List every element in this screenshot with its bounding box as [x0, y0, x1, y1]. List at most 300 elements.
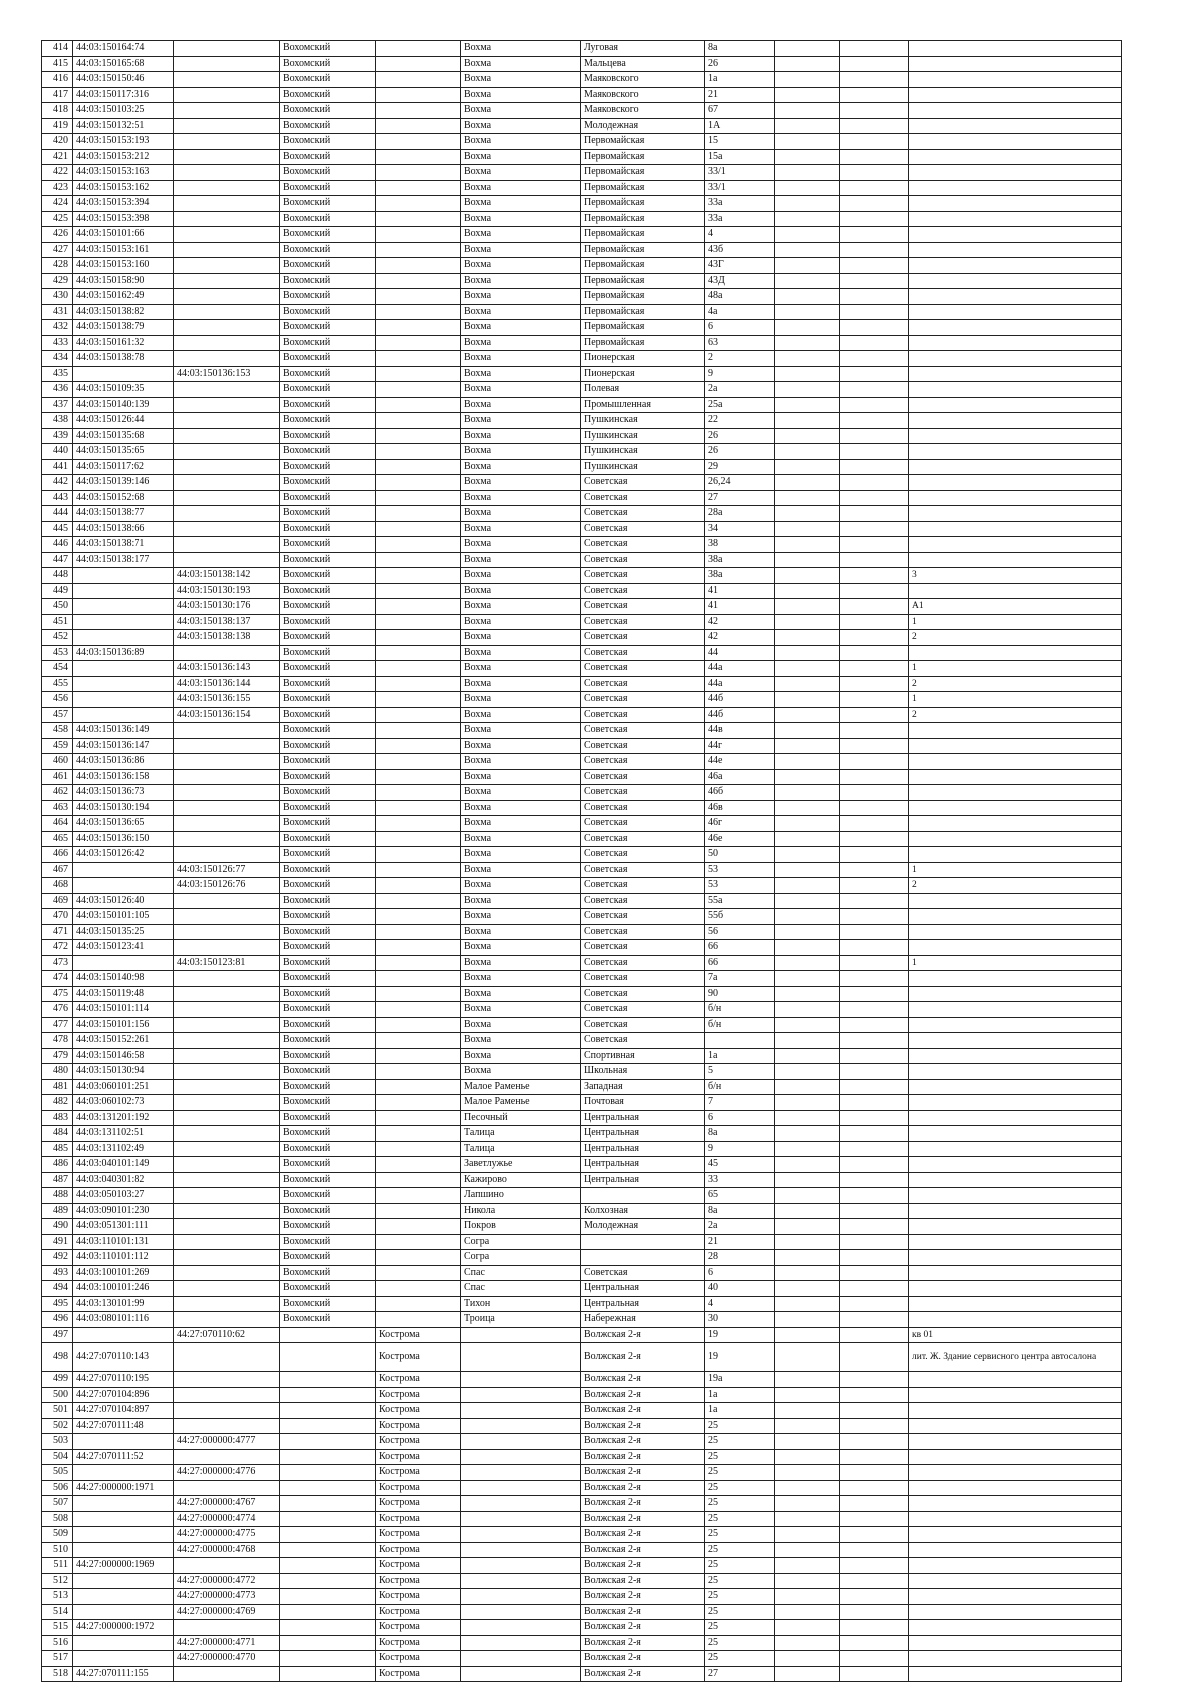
cell-house-number: б/н — [705, 1079, 775, 1095]
cell-building — [775, 1573, 840, 1589]
cell-house-number: 30 — [705, 1312, 775, 1328]
cell-row-number: 446 — [42, 537, 73, 553]
cell-house-number: 6 — [705, 1265, 775, 1281]
cell-structure — [840, 1372, 909, 1388]
cell-city — [376, 661, 461, 677]
cell-row-number: 470 — [42, 909, 73, 925]
cell-cadastral-number-premises — [174, 738, 280, 754]
cell-district: Вохомский — [280, 924, 376, 940]
cell-building — [775, 1527, 840, 1543]
cell-cadastral-number-building: 44:03:150140:139 — [73, 397, 174, 413]
cell-structure — [840, 738, 909, 754]
cell-house-number: 33а — [705, 211, 775, 227]
table-row — [42, 428, 1122, 444]
cell-building — [775, 459, 840, 475]
cell-apartment-note — [909, 1635, 1122, 1651]
cell-row-number: 416 — [42, 72, 73, 88]
cell-district: Вохомский — [280, 134, 376, 150]
cell-house-number: 15 — [705, 134, 775, 150]
cell-cadastral-number-premises — [174, 87, 280, 103]
cell-district: Вохомский — [280, 1110, 376, 1126]
cell-street: Пушкинская — [581, 413, 705, 429]
cell-row-number: 473 — [42, 955, 73, 971]
cell-house-number: 28 — [705, 1250, 775, 1266]
table-row — [42, 134, 1122, 150]
cell-settlement: Согра — [461, 1234, 581, 1250]
cell-apartment-note — [909, 800, 1122, 816]
cell-cadastral-number-premises — [174, 56, 280, 72]
cell-cadastral-number-premises — [174, 118, 280, 134]
cell-settlement: Вохма — [461, 506, 581, 522]
cell-street: Центральная — [581, 1296, 705, 1312]
cell-district — [280, 1635, 376, 1651]
cell-settlement: Вохма — [461, 1017, 581, 1033]
cell-settlement: Вохма — [461, 1048, 581, 1064]
cell-apartment-note — [909, 971, 1122, 987]
cell-settlement: Вохма — [461, 583, 581, 599]
cell-apartment-note — [909, 1110, 1122, 1126]
cell-settlement — [461, 1465, 581, 1481]
cell-structure — [840, 1219, 909, 1235]
cell-city — [376, 1203, 461, 1219]
cell-row-number: 516 — [42, 1635, 73, 1651]
cell-city — [376, 366, 461, 382]
cell-city: Кострома — [376, 1496, 461, 1512]
cell-building — [775, 1126, 840, 1142]
cell-house-number: 27 — [705, 490, 775, 506]
cell-structure — [840, 1188, 909, 1204]
cell-apartment-note — [909, 335, 1122, 351]
cell-apartment-note — [909, 1017, 1122, 1033]
cell-cadastral-number-premises — [174, 537, 280, 553]
cell-cadastral-number-building: 44:03:150161:32 — [73, 335, 174, 351]
cell-settlement — [461, 1527, 581, 1543]
table-row — [42, 568, 1122, 584]
cell-structure — [840, 878, 909, 894]
cell-settlement: Вохма — [461, 258, 581, 274]
cell-structure — [840, 1418, 909, 1434]
cell-apartment-note — [909, 1312, 1122, 1328]
cell-cadastral-number-building — [73, 599, 174, 615]
cell-building — [775, 1387, 840, 1403]
cell-building — [775, 599, 840, 615]
cell-cadastral-number-building: 44:03:131102:51 — [73, 1126, 174, 1142]
cell-cadastral-number-building: 44:03:100101:246 — [73, 1281, 174, 1297]
table-row — [42, 41, 1122, 57]
cell-district — [280, 1449, 376, 1465]
cell-settlement — [461, 1604, 581, 1620]
cell-apartment-note: лит. Ж. Здание сервисного центра автосалона — [909, 1343, 1122, 1372]
cell-cadastral-number-building: 44:03:150135:65 — [73, 444, 174, 460]
cell-structure — [840, 816, 909, 832]
cell-house-number: 66 — [705, 940, 775, 956]
cell-street: Советская — [581, 1017, 705, 1033]
cell-building — [775, 1002, 840, 1018]
cell-city — [376, 335, 461, 351]
cell-city — [376, 1172, 461, 1188]
cell-apartment-note — [909, 211, 1122, 227]
cell-structure — [840, 258, 909, 274]
cell-structure — [840, 1095, 909, 1111]
cell-building — [775, 986, 840, 1002]
cell-apartment-note: 2 — [909, 630, 1122, 646]
cell-cadastral-number-premises — [174, 1666, 280, 1682]
cell-city — [376, 289, 461, 305]
cell-cadastral-number-building: 44:03:110101:112 — [73, 1250, 174, 1266]
cell-city: Кострома — [376, 1635, 461, 1651]
cell-cadastral-number-premises: 44:27:000000:4771 — [174, 1635, 280, 1651]
cell-district: Вохомский — [280, 521, 376, 537]
cell-street: Набережная — [581, 1312, 705, 1328]
cell-city — [376, 847, 461, 863]
cell-cadastral-number-building: 44:03:150117:62 — [73, 459, 174, 475]
table-row — [42, 692, 1122, 708]
cell-district: Вохомский — [280, 1188, 376, 1204]
cell-cadastral-number-building — [73, 1527, 174, 1543]
cell-house-number: 4 — [705, 227, 775, 243]
cell-house-number: 53 — [705, 878, 775, 894]
cell-building — [775, 1281, 840, 1297]
table-row — [42, 831, 1122, 847]
cell-house-number: 40 — [705, 1281, 775, 1297]
cell-building — [775, 847, 840, 863]
cell-district: Вохомский — [280, 351, 376, 367]
cell-district — [280, 1403, 376, 1419]
cell-city — [376, 444, 461, 460]
cell-street: Советская — [581, 1002, 705, 1018]
cell-cadastral-number-building: 44:03:150138:66 — [73, 521, 174, 537]
cell-settlement — [461, 1589, 581, 1605]
cell-city — [376, 1048, 461, 1064]
cell-structure — [840, 568, 909, 584]
cell-cadastral-number-building: 44:03:051301:111 — [73, 1219, 174, 1235]
cell-district: Вохомский — [280, 1095, 376, 1111]
cell-building — [775, 676, 840, 692]
cell-row-number: 420 — [42, 134, 73, 150]
cell-district: Вохомский — [280, 258, 376, 274]
cell-building — [775, 1620, 840, 1636]
cell-cadastral-number-building — [73, 1434, 174, 1450]
cell-cadastral-number-premises: 44:27:000000:4772 — [174, 1573, 280, 1589]
cell-street: Почтовая — [581, 1095, 705, 1111]
cell-house-number: 28а — [705, 506, 775, 522]
cell-street: Волжская 2-я — [581, 1434, 705, 1450]
cell-building — [775, 1511, 840, 1527]
cell-structure — [840, 490, 909, 506]
cell-cadastral-number-premises — [174, 893, 280, 909]
cell-apartment-note — [909, 475, 1122, 491]
table-row — [42, 289, 1122, 305]
cell-house-number: 44е — [705, 754, 775, 770]
cell-cadastral-number-building: 44:03:150101:66 — [73, 227, 174, 243]
table-row — [42, 211, 1122, 227]
cell-settlement: Вохма — [461, 72, 581, 88]
cell-district: Вохомский — [280, 1172, 376, 1188]
cell-house-number: 33/1 — [705, 165, 775, 181]
cell-cadastral-number-building — [73, 1573, 174, 1589]
cell-house-number: 43Д — [705, 273, 775, 289]
cell-building — [775, 1327, 840, 1343]
cell-street: Советская — [581, 723, 705, 739]
cell-apartment-note — [909, 459, 1122, 475]
cell-apartment-note — [909, 1372, 1122, 1388]
cell-row-number: 464 — [42, 816, 73, 832]
document-page — [41, 40, 1121, 1682]
cell-building — [775, 165, 840, 181]
cell-settlement: Малое Раменье — [461, 1095, 581, 1111]
cell-structure — [840, 1573, 909, 1589]
cell-city — [376, 1064, 461, 1080]
cell-row-number: 432 — [42, 320, 73, 336]
cell-cadastral-number-premises: 44:27:000000:4774 — [174, 1511, 280, 1527]
table-row — [42, 878, 1122, 894]
cell-street: Волжская 2-я — [581, 1620, 705, 1636]
cell-house-number: 25 — [705, 1434, 775, 1450]
cell-cadastral-number-building: 44:03:150138:82 — [73, 304, 174, 320]
cell-street: Волжская 2-я — [581, 1480, 705, 1496]
cell-row-number: 507 — [42, 1496, 73, 1512]
cell-structure — [840, 382, 909, 398]
cell-cadastral-number-premises — [174, 924, 280, 940]
cell-settlement: Вохма — [461, 568, 581, 584]
cell-cadastral-number-building: 44:03:150165:68 — [73, 56, 174, 72]
cell-street: Волжская 2-я — [581, 1666, 705, 1682]
cell-cadastral-number-premises — [174, 769, 280, 785]
cell-structure — [840, 599, 909, 615]
cell-structure — [840, 180, 909, 196]
cell-cadastral-number-premises — [174, 273, 280, 289]
table-row — [42, 723, 1122, 739]
cell-district — [280, 1666, 376, 1682]
cell-house-number: 38 — [705, 537, 775, 553]
cell-house-number: 53 — [705, 862, 775, 878]
cell-settlement — [461, 1434, 581, 1450]
cell-row-number: 477 — [42, 1017, 73, 1033]
cell-settlement: Вохма — [461, 661, 581, 677]
cell-apartment-note — [909, 1666, 1122, 1682]
cell-cadastral-number-premises: 44:03:150136:153 — [174, 366, 280, 382]
cell-apartment-note — [909, 1403, 1122, 1419]
cell-house-number: 25 — [705, 1449, 775, 1465]
cell-street: Советская — [581, 707, 705, 723]
cell-cadastral-number-premises — [174, 1017, 280, 1033]
cell-cadastral-number-building — [73, 1465, 174, 1481]
cell-settlement: Вохма — [461, 180, 581, 196]
table-row — [42, 1157, 1122, 1173]
cell-apartment-note — [909, 1418, 1122, 1434]
cell-settlement: Вохма — [461, 475, 581, 491]
table-row — [42, 1465, 1122, 1481]
cell-city: Кострома — [376, 1465, 461, 1481]
cell-city: Кострома — [376, 1527, 461, 1543]
cell-cadastral-number-building: 44:03:150153:398 — [73, 211, 174, 227]
cell-district: Вохомский — [280, 1002, 376, 1018]
cell-cadastral-number-premises — [174, 1002, 280, 1018]
table-row — [42, 1002, 1122, 1018]
cell-structure — [840, 1126, 909, 1142]
cell-building — [775, 1296, 840, 1312]
cell-apartment-note — [909, 506, 1122, 522]
cell-settlement: Вохма — [461, 1002, 581, 1018]
cell-house-number: 25 — [705, 1527, 775, 1543]
cell-building — [775, 1157, 840, 1173]
cell-house-number: б/н — [705, 1017, 775, 1033]
table-row — [42, 1203, 1122, 1219]
cell-building — [775, 645, 840, 661]
cell-row-number: 498 — [42, 1343, 73, 1372]
cell-street: Центральная — [581, 1157, 705, 1173]
cell-city — [376, 227, 461, 243]
cell-building — [775, 940, 840, 956]
cell-street: Волжская 2-я — [581, 1343, 705, 1372]
cell-structure — [840, 1048, 909, 1064]
cell-apartment-note — [909, 320, 1122, 336]
cell-house-number: 9 — [705, 366, 775, 382]
cell-district: Вохомский — [280, 366, 376, 382]
cell-structure — [840, 1465, 909, 1481]
cell-city — [376, 1095, 461, 1111]
cell-house-number: 46в — [705, 800, 775, 816]
cell-structure — [840, 1017, 909, 1033]
cell-street: Первомайская — [581, 227, 705, 243]
cell-house-number: 46б — [705, 785, 775, 801]
cell-district: Вохомский — [280, 1064, 376, 1080]
cell-row-number: 509 — [42, 1527, 73, 1543]
cell-house-number: 26 — [705, 428, 775, 444]
cell-settlement: Вохма — [461, 320, 581, 336]
cell-cadastral-number-premises: 44:03:150138:142 — [174, 568, 280, 584]
cell-structure — [840, 1265, 909, 1281]
cell-city — [376, 521, 461, 537]
cell-cadastral-number-building: 44:27:070110:195 — [73, 1372, 174, 1388]
cell-cadastral-number-premises — [174, 134, 280, 150]
table-row — [42, 382, 1122, 398]
cell-district: Вохомский — [280, 1234, 376, 1250]
cell-cadastral-number-premises — [174, 1387, 280, 1403]
cell-district: Вохомский — [280, 289, 376, 305]
cell-settlement: Вохма — [461, 134, 581, 150]
cell-house-number: 44г — [705, 738, 775, 754]
cell-street: Молодежная — [581, 118, 705, 134]
cell-street: Советская — [581, 1265, 705, 1281]
cell-apartment-note: 2 — [909, 878, 1122, 894]
cell-apartment-note — [909, 769, 1122, 785]
cell-city — [376, 351, 461, 367]
cell-apartment-note — [909, 1250, 1122, 1266]
cell-street: Советская — [581, 1033, 705, 1049]
cell-house-number: 29 — [705, 459, 775, 475]
cell-district: Вохомский — [280, 831, 376, 847]
cell-row-number: 472 — [42, 940, 73, 956]
cell-row-number: 461 — [42, 769, 73, 785]
cell-city: Кострома — [376, 1343, 461, 1372]
cell-street: Первомайская — [581, 134, 705, 150]
cell-apartment-note — [909, 490, 1122, 506]
cell-cadastral-number-building: 44:03:150138:78 — [73, 351, 174, 367]
cell-district: Вохомский — [280, 785, 376, 801]
table-row — [42, 847, 1122, 863]
table-row — [42, 1234, 1122, 1250]
cell-apartment-note — [909, 72, 1122, 88]
cell-cadastral-number-building: 44:03:150153:193 — [73, 134, 174, 150]
cell-street: Волжская 2-я — [581, 1511, 705, 1527]
cell-row-number: 518 — [42, 1666, 73, 1682]
cell-apartment-note — [909, 986, 1122, 1002]
cell-structure — [840, 1480, 909, 1496]
cell-cadastral-number-building — [73, 1542, 174, 1558]
cell-cadastral-number-premises — [174, 1558, 280, 1574]
cell-house-number: 44в — [705, 723, 775, 739]
cell-house-number: 66 — [705, 955, 775, 971]
cell-district: Вохомский — [280, 1219, 376, 1235]
cell-cadastral-number-building: 44:27:070104:897 — [73, 1403, 174, 1419]
cell-settlement: Вохма — [461, 227, 581, 243]
cell-settlement — [461, 1449, 581, 1465]
cell-cadastral-number-building: 44:03:150136:89 — [73, 645, 174, 661]
cell-street: Советская — [581, 645, 705, 661]
cell-row-number: 481 — [42, 1079, 73, 1095]
cell-settlement: Вохма — [461, 382, 581, 398]
cell-city — [376, 816, 461, 832]
cell-structure — [840, 630, 909, 646]
cell-apartment-note — [909, 1604, 1122, 1620]
cell-building — [775, 1312, 840, 1328]
cell-apartment-note — [909, 103, 1122, 119]
cell-apartment-note — [909, 1511, 1122, 1527]
cell-apartment-note: 3 — [909, 568, 1122, 584]
cell-cadastral-number-premises — [174, 289, 280, 305]
cell-cadastral-number-premises — [174, 1219, 280, 1235]
cell-city: Кострома — [376, 1511, 461, 1527]
table-row — [42, 1511, 1122, 1527]
cell-city — [376, 1017, 461, 1033]
cell-settlement — [461, 1327, 581, 1343]
table-row — [42, 1048, 1122, 1064]
cell-cadastral-number-premises — [174, 444, 280, 460]
cell-structure — [840, 273, 909, 289]
cell-cadastral-number-building: 44:27:000000:1971 — [73, 1480, 174, 1496]
cell-house-number: 2 — [705, 351, 775, 367]
cell-structure — [840, 1343, 909, 1372]
cell-row-number: 486 — [42, 1157, 73, 1173]
cell-street: Советская — [581, 568, 705, 584]
cell-apartment-note — [909, 1265, 1122, 1281]
cell-street: Центральная — [581, 1281, 705, 1297]
table-row — [42, 444, 1122, 460]
table-row — [42, 1542, 1122, 1558]
cell-building — [775, 304, 840, 320]
cell-apartment-note: 1 — [909, 862, 1122, 878]
cell-settlement: Вохма — [461, 397, 581, 413]
cell-settlement: Вохма — [461, 118, 581, 134]
cell-settlement: Вохма — [461, 723, 581, 739]
cell-row-number: 447 — [42, 552, 73, 568]
cell-city — [376, 1002, 461, 1018]
cell-house-number: 25 — [705, 1558, 775, 1574]
cell-cadastral-number-premises — [174, 1343, 280, 1372]
cell-apartment-note — [909, 1434, 1122, 1450]
cell-row-number: 495 — [42, 1296, 73, 1312]
cell-apartment-note: 1 — [909, 614, 1122, 630]
cell-city: Кострома — [376, 1666, 461, 1682]
cell-district: Вохомский — [280, 971, 376, 987]
cell-row-number: 415 — [42, 56, 73, 72]
cell-structure — [840, 676, 909, 692]
cell-cadastral-number-building: 44:03:150152:261 — [73, 1033, 174, 1049]
cell-building — [775, 1265, 840, 1281]
cell-building — [775, 413, 840, 429]
cell-cadastral-number-premises: 44:03:150130:193 — [174, 583, 280, 599]
